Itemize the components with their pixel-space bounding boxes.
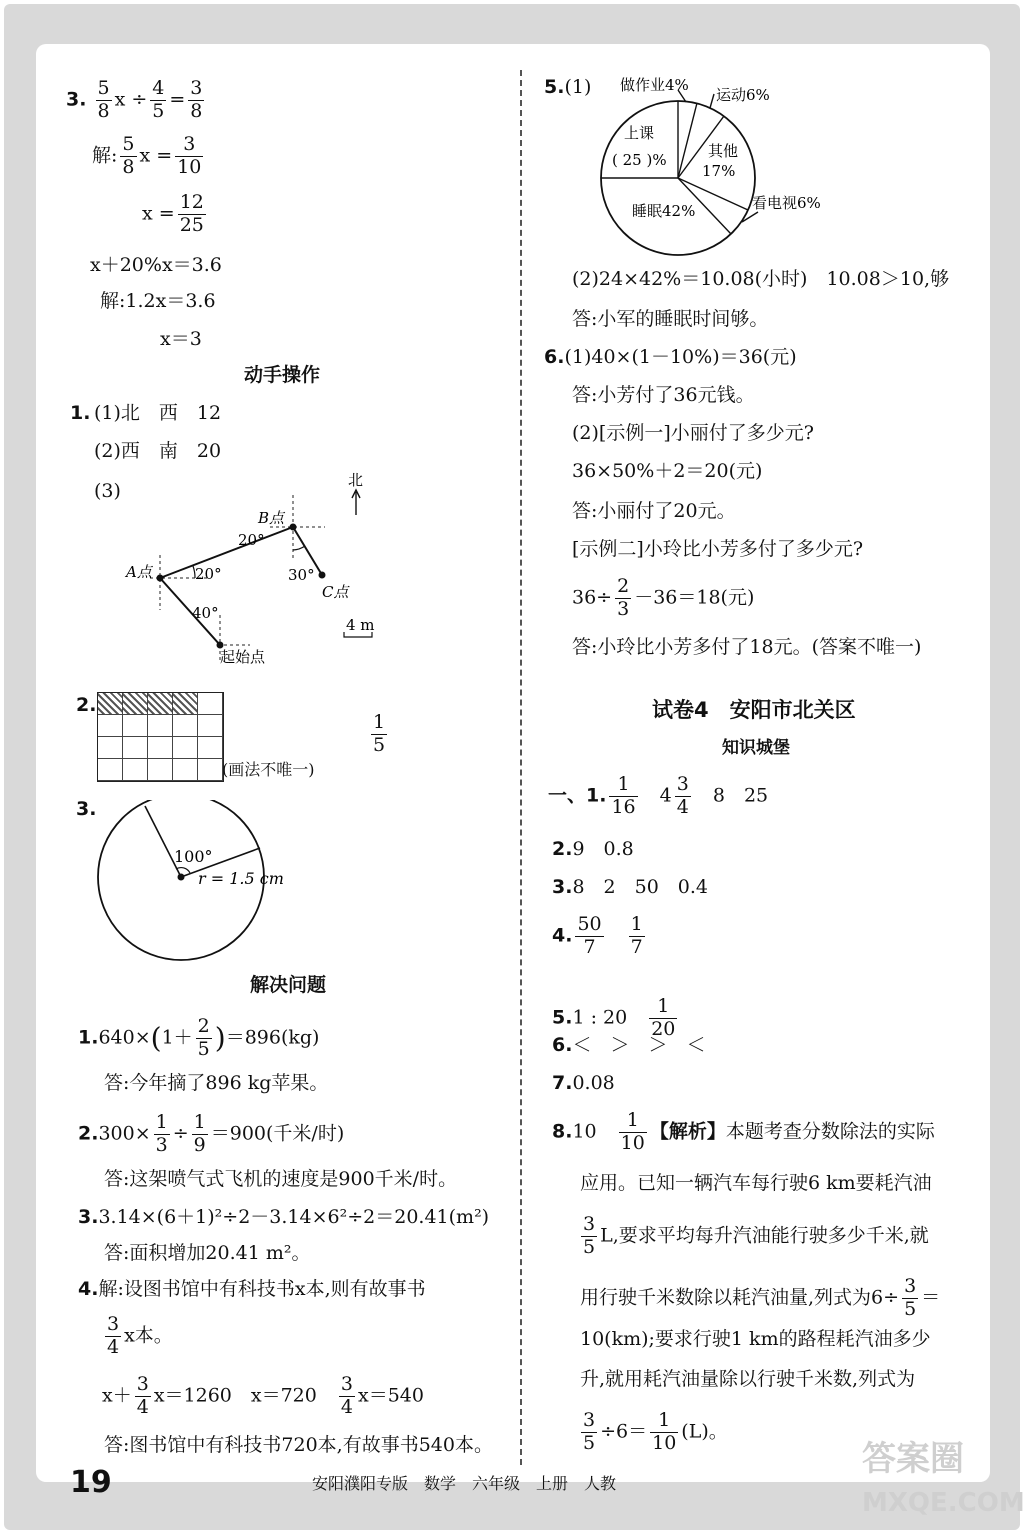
left-q3-sol3: 解:1.2x＝3.6 xyxy=(100,290,216,312)
left-q3-eq2: x＋20%x＝3.6 xyxy=(90,254,222,276)
scale-label: 4 m xyxy=(346,616,375,634)
k8-line2: 应用。已知一辆汽车每行驶6 km要耗汽油 xyxy=(580,1172,932,1194)
op2-note: (画法不唯一) xyxy=(222,760,315,779)
q6-line1: 6.(1)40×(1－10%)＝36(元) xyxy=(544,346,797,368)
k6-line: 6.＜ ＞ ＞ ＜ xyxy=(552,1034,706,1056)
k8-line5: 10(km);要求行驶1 km的路程耗汽油多少 xyxy=(580,1328,931,1350)
solve4-line3: x＋ $\frac{3}{4}$ x＝1260 x＝720 $\frac{3}{4}$ x＝540 xyxy=(102,1373,424,1418)
q6-line6: [示例二]小玲比小芳多付了多少元? xyxy=(572,538,864,560)
section-title-ops: 动手操作 xyxy=(244,364,321,386)
k4-line: 4. $\frac{50}{7}$ $\frac{1}{7}$ xyxy=(552,913,643,958)
north-label: 北 xyxy=(348,471,364,489)
pie-label-class: 上课 xyxy=(624,124,655,142)
circle-angle-label: 100° xyxy=(174,847,213,866)
left-q3-sol4: x＝3 xyxy=(160,328,202,350)
shaded-grid xyxy=(97,692,224,782)
q6-line5: 答:小丽付了20元。 xyxy=(572,500,736,522)
angle-c-label: 30° xyxy=(288,566,315,584)
route-map-diagram xyxy=(110,470,380,670)
op2-fraction: $\frac{1}{5}$ xyxy=(373,711,386,756)
pie-label-sleep: 睡眠42% xyxy=(632,202,696,220)
solve3-line: 3.3.14×(6＋1)²÷2－3.14×6²÷2＝20.41(m²) xyxy=(78,1206,490,1228)
left-q3-sol1: 解: $\frac{5}{8}$ x = $\frac{3}{10}$ xyxy=(92,133,202,178)
q5-header: 5.(1) xyxy=(544,76,592,98)
angle-b-label: 20° xyxy=(238,531,265,549)
op1-line2: (2)西 南 20 xyxy=(94,440,222,462)
k8-line6: 升,就用耗汽油量除以行驶千米数,列式为 xyxy=(580,1368,916,1390)
point-c-label: C点 xyxy=(322,583,349,601)
circle-radius-label: r = 1.5 cm xyxy=(198,869,284,888)
pie-label-other-pct: 17% xyxy=(702,162,736,180)
solve2-line: 2.300× $\frac{1}{3}$ ÷ $\frac{1}{9}$ ＝900(千米/时) xyxy=(78,1111,345,1156)
solve4-line1: 4.解:设图书馆中有科技书x本,则有故事书 xyxy=(78,1278,426,1300)
q6-line8: 答:小玲比小芳多付了18元。(答案不唯一) xyxy=(572,636,922,658)
k3-line: 3.8 2 50 0.4 xyxy=(552,876,709,898)
point-a-label: A点 xyxy=(126,563,152,581)
q6-line7: 36÷ $\frac{2}{3}$ －36＝18(元) xyxy=(572,575,755,620)
q5-answer: 答:小军的睡眠时间够。 xyxy=(572,308,769,330)
k8-line3: $\frac{3}{5}$ L,要求平均每升汽油能行驶多少千米,就 xyxy=(583,1213,929,1258)
section-title-knowledge: 知识城堡 xyxy=(722,738,790,758)
watermark-logo: 答案圈 xyxy=(862,1439,964,1479)
k8-line1: 8.10 $\frac{1}{10}$ 【解析】本题考查分数除法的实际 xyxy=(552,1109,935,1154)
left-q3-sol2: x = $\frac{12}{25}$ xyxy=(142,191,204,236)
paper-title: 试卷4 安阳市北关区 xyxy=(652,698,856,722)
angle-start-label: 40° xyxy=(192,604,219,622)
k2-line: 2.9 0.8 xyxy=(552,838,634,860)
solve3-answer: 答:面积增加20.41 m²。 xyxy=(104,1242,311,1264)
pie-label-class-pct: ( 25 )% xyxy=(612,151,667,169)
watermark-url: MXQE.COM xyxy=(862,1488,1025,1518)
k8-line7: $\frac{3}{5}$ ÷6＝ $\frac{1}{10}$ (L)。 xyxy=(583,1409,728,1454)
solve4-answer: 答:图书馆中有科技书720本,有故事书540本。 xyxy=(104,1434,493,1456)
op1-num: 1. xyxy=(70,402,91,424)
op1-line1: (1)北 西 12 xyxy=(94,402,222,424)
q6-line4: 36×50%＋2＝20(元) xyxy=(572,460,763,482)
pie-label-sport: 运动6% xyxy=(716,86,770,104)
pie-label-other: 其他 xyxy=(708,142,739,160)
column-divider xyxy=(520,70,522,1465)
op1-line3: (3) xyxy=(94,480,121,502)
pie-label-homework: 做作业4% xyxy=(620,76,689,94)
solve4-line2: $\frac{3}{4}$ x本。 xyxy=(107,1313,173,1358)
start-point-label: 起始点 xyxy=(220,648,266,666)
q6-line3: (2)[示例一]小丽付了多少元? xyxy=(572,422,814,444)
q5-part2: (2)24×42%＝10.08(小时) 10.08＞10,够 xyxy=(572,268,950,290)
q6-line2: 答:小芳付了36元钱。 xyxy=(572,384,755,406)
op3-num: 3. xyxy=(76,798,97,820)
k1-line: 一、1. $\frac{1}{16}$ 4 $\frac{3}{4}$ 8 25 xyxy=(548,773,769,818)
solve1-answer: 答:今年摘了896 kg苹果。 xyxy=(104,1072,329,1094)
section-title-solve: 解决问题 xyxy=(250,974,327,996)
k8-line4: 用行驶千米数除以耗汽油量,列式为6÷ $\frac{3}{5}$ ＝ xyxy=(580,1275,941,1320)
circle-diagram xyxy=(96,800,296,970)
footer-text: 安阳濮阳专版 数学 六年级 上册 人教 xyxy=(312,1474,617,1493)
k7-line: 7.0.08 xyxy=(552,1072,615,1094)
angle-a-label: 20° xyxy=(195,565,222,583)
point-b-label: B点 xyxy=(258,509,285,527)
solve2-answer: 答:这架喷气式飞机的速度是900千米/时。 xyxy=(104,1168,458,1190)
op2-num: 2. xyxy=(76,694,97,716)
page-number: 19 xyxy=(70,1465,112,1500)
solve1-line: 1.640×(1＋ $\frac{2}{5}$ )＝896(kg) xyxy=(78,1015,320,1060)
pie-chart xyxy=(598,72,848,262)
left-q3-eq1: 3. $\frac{5}{8}$ x ÷ $\frac{4}{5}$ = $\frac{3}{8}$ xyxy=(66,77,203,122)
pie-label-tv: 看电视6% xyxy=(752,194,821,212)
k5-line: 5.1 : 20 $\frac{1}{20}$ xyxy=(552,995,676,1040)
